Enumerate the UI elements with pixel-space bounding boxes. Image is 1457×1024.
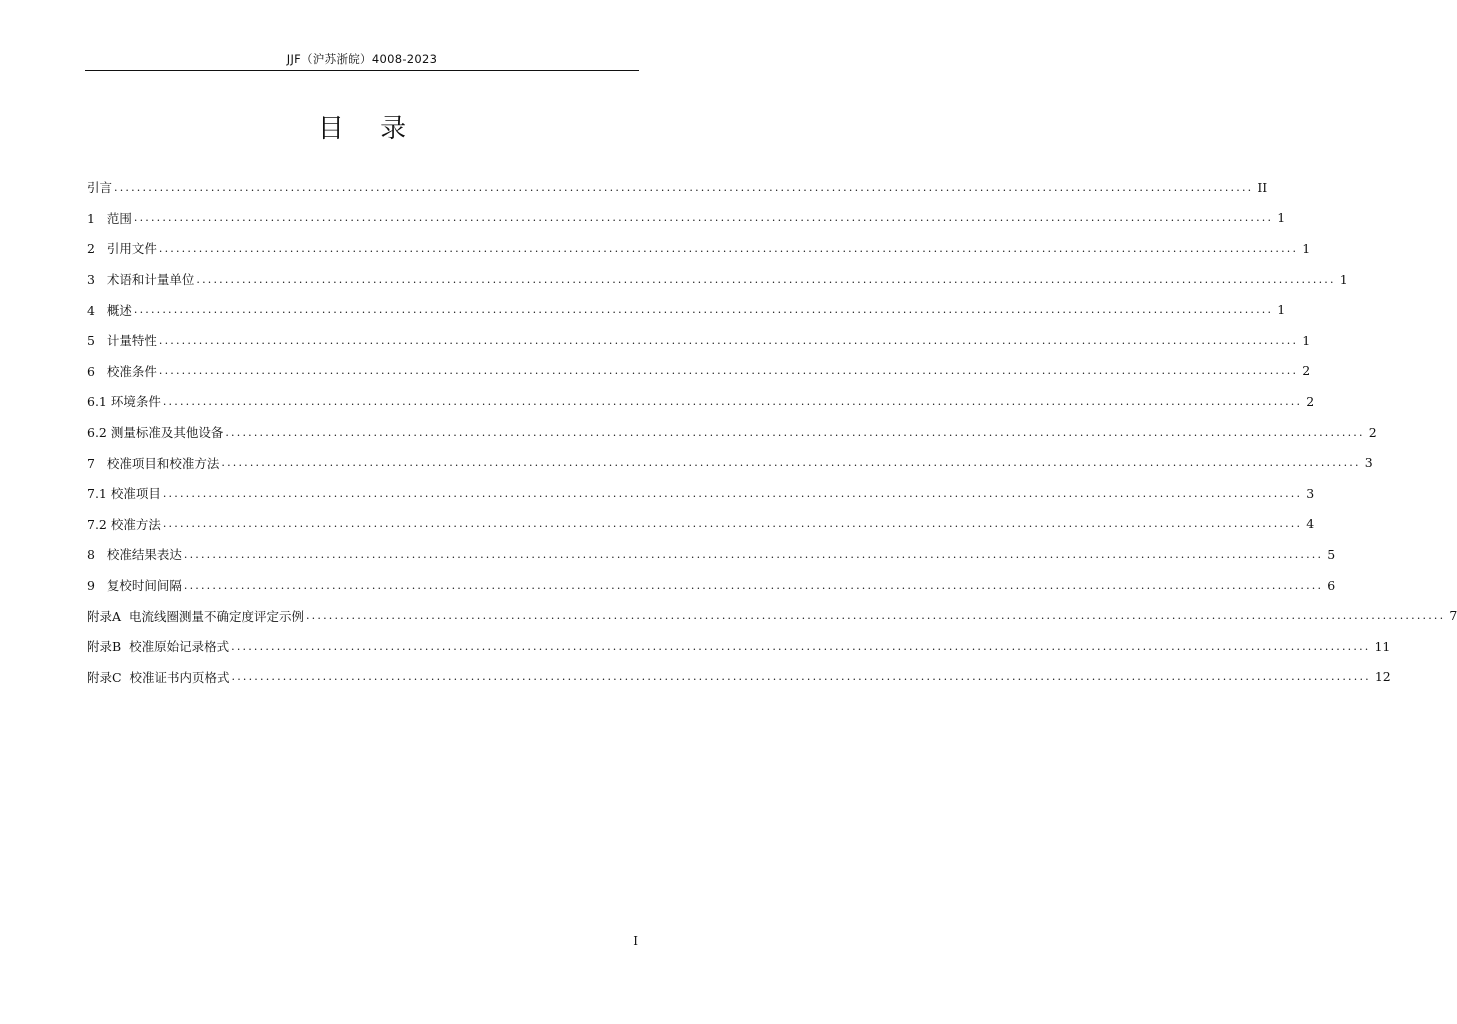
toc-entry-page: 3 (1306, 485, 1315, 501)
toc-entry-page: 1 (1302, 240, 1311, 256)
toc-leader-dots: ........................................................................................................................................................................................................ (158, 241, 1299, 255)
toc-leader-dots: ........................................................................................................................................................................................................ (183, 547, 1324, 561)
toc-entry-label: 6.2 测量标准及其他设备 (87, 425, 224, 441)
toc-entry-page: 2 (1368, 424, 1377, 440)
toc-leader-dots: ........................................................................................................................................................................................................ (133, 211, 1274, 225)
toc-leader-dots: ........................................................................................................................................................................................................ (114, 180, 1254, 194)
toc-entry-label: 引言 (87, 180, 113, 196)
toc-entry-page: 7 (1449, 608, 1457, 624)
toc-entry[interactable] (87, 478, 1315, 509)
toc-entry-page: 11 (1374, 638, 1391, 654)
toc-entry-page: 1 (1277, 210, 1286, 226)
toc-leader-dots: ........................................................................................................................................................................................................ (158, 364, 1299, 378)
toc-entry[interactable] (87, 509, 1315, 540)
table-of-contents (87, 172, 1457, 692)
toc-entry-label: 8 校准结果表达 (87, 547, 182, 563)
toc-entry-label: 4 概述 (87, 302, 132, 318)
toc-entry-page: 1 (1302, 332, 1311, 348)
toc-leader-dots: ........................................................................................................................................................................................................ (221, 456, 1361, 470)
toc-entry-label: 6.1 环境条件 (87, 394, 161, 410)
toc-entry[interactable] (87, 203, 1286, 234)
toc-leader-dots: ........................................................................................................................................................................................................ (158, 333, 1299, 347)
toc-entry-label: 2 引用文件 (87, 241, 157, 257)
toc-entry[interactable] (87, 417, 1377, 448)
toc-entry[interactable] (87, 386, 1315, 417)
toc-leader-dots: ........................................................................................................................................................................................................ (162, 394, 1303, 408)
toc-entry-page: 1 (1277, 302, 1286, 318)
toc-entry-label: 附录A 电流线圈测量不确定度评定示例 (87, 608, 304, 624)
toc-entry-page: 12 (1374, 669, 1391, 685)
toc-leader-dots: ........................................................................................................................................................................................................ (133, 303, 1274, 317)
toc-entry[interactable] (87, 447, 1373, 478)
toc-entry-label: 5 计量特性 (87, 333, 157, 349)
toc-leader-dots: ........................................................................................................................................................................................................ (162, 486, 1303, 500)
toc-entry[interactable] (87, 356, 1311, 387)
page-title: 目 录 (317, 114, 421, 144)
toc-entry-page: 5 (1327, 546, 1336, 562)
toc-entry-label: 附录B 校准原始记录格式 (87, 639, 230, 655)
toc-entry[interactable] (87, 662, 1391, 693)
toc-entry[interactable] (87, 600, 1457, 631)
toc-entry-page: 3 (1364, 455, 1373, 471)
toc-entry[interactable] (87, 172, 1268, 203)
page-number: I (633, 934, 638, 948)
toc-leader-dots: ........................................................................................................................................................................................................ (225, 425, 1365, 439)
toc-leader-dots: ........................................................................................................................................................................................................ (183, 578, 1324, 592)
toc-entry[interactable] (87, 264, 1348, 295)
toc-entry[interactable] (87, 325, 1311, 356)
toc-entry-label: 7.1 校准项目 (87, 486, 161, 502)
toc-leader-dots: ........................................................................................................................................................................................................ (231, 670, 1371, 684)
toc-leader-dots: ........................................................................................................................................................................................................ (231, 639, 1371, 653)
toc-entry-page: 4 (1306, 516, 1315, 532)
toc-leader-dots: ........................................................................................................................................................................................................ (162, 517, 1303, 531)
toc-entry-page: 1 (1339, 271, 1348, 287)
toc-entry[interactable] (87, 631, 1391, 662)
toc-entry-label: 9 复校时间间隔 (87, 578, 182, 594)
toc-entry-label: 附录C 校准证书内页格式 (87, 669, 230, 685)
header-rule (85, 70, 639, 71)
toc-entry-label: 1 范围 (87, 210, 132, 226)
toc-entry-page: 2 (1306, 393, 1315, 409)
toc-entry-label: 7.2 校准方法 (87, 516, 161, 532)
toc-entry-label: 3 术语和计量单位 (87, 272, 195, 288)
toc-leader-dots: ........................................................................................................................................................................................................ (305, 609, 1446, 623)
toc-entry[interactable] (87, 233, 1311, 264)
toc-entry-page: II (1257, 179, 1268, 195)
running-header: JJF（沪苏浙皖）4008-2023 (286, 52, 438, 66)
toc-entry[interactable] (87, 570, 1336, 601)
toc-entry-label: 7 校准项目和校准方法 (87, 455, 220, 471)
toc-entry[interactable] (87, 539, 1336, 570)
toc-entry-label: 6 校准条件 (87, 363, 157, 379)
toc-leader-dots: ........................................................................................................................................................................................................ (196, 272, 1336, 286)
toc-entry-page: 2 (1302, 363, 1311, 379)
toc-entry[interactable] (87, 294, 1286, 325)
toc-entry-page: 6 (1327, 577, 1336, 593)
